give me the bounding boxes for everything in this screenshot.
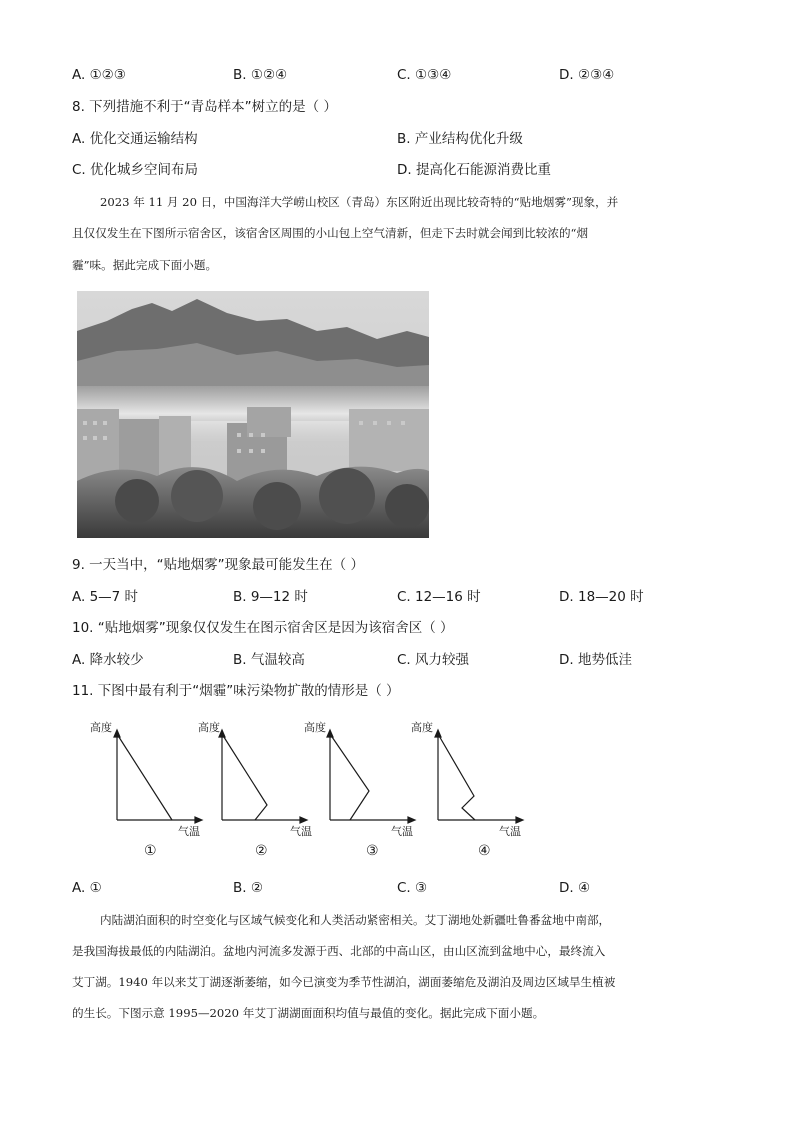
diagram-3-ylabel: 高度 — [304, 721, 326, 734]
diagram-1-xlabel: 气温 — [178, 825, 200, 838]
q9-option-c: C. 12—16 时 — [397, 589, 481, 605]
q10-option-c: C. 风力较强 — [397, 652, 470, 668]
q9-stem: 9. 一天当中，“贴地烟雾”现象最可能发生在（ ） — [72, 557, 364, 573]
q11-option-d: D. ④ — [559, 880, 591, 896]
q8-option-d: D. 提高化石能源消费比重 — [397, 162, 551, 178]
q9-option-d: D. 18—20 时 — [559, 589, 644, 605]
q7-option-b: B. ①②④ — [233, 67, 288, 83]
passage1-line-3: 霾”味。据此完成下面小题。 — [72, 258, 218, 272]
q8-option-a: A. 优化交通运输结构 — [72, 131, 198, 147]
q9-option-b: B. 9—12 时 — [233, 589, 308, 605]
q7-option-c: C. ①③④ — [397, 67, 452, 83]
diagram-2-number: ② — [255, 843, 268, 859]
q11-stem: 11. 下图中最有利于“烟霾”味污染物扩散的情形是（ ） — [72, 683, 400, 699]
q10-option-d: D. 地势低洼 — [559, 652, 632, 668]
q8-option-b: B. 产业结构优化升级 — [397, 131, 523, 147]
passage1-line-2: 且仅仅发生在下图所示宿舍区，该宿舍区周围的小山包上空气清新，但走下去时就会闻到比较浓的“烟 — [72, 226, 589, 240]
diagram-3 — [327, 730, 415, 823]
diagram-4-xlabel: 气温 — [499, 825, 521, 838]
q10-option-a: A. 降水较少 — [72, 652, 144, 668]
q11-option-b: B. ② — [233, 880, 263, 896]
diagram-2-ylabel: 高度 — [198, 721, 220, 734]
q11-option-a: A. ① — [72, 880, 102, 896]
diagram-1-number: ① — [144, 843, 157, 859]
passage2-line-2: 是我国海拔最低的内陆湖泊。盆地内河流多发源于西、北部的中高山区，由山区流到盆地中心，最终流入 — [72, 944, 606, 958]
q10-stem: 10. “贴地烟雾”现象仅仅发生在图示宿舍区是因为该宿舍区（ ） — [72, 620, 454, 636]
q7-option-d: D. ②③④ — [559, 67, 615, 83]
diagram-3-number: ③ — [366, 843, 379, 859]
q7-option-a: A. ①②③ — [72, 67, 126, 83]
diagram-3-xlabel: 气温 — [391, 825, 413, 838]
q11-option-c: C. ③ — [397, 880, 428, 896]
diagram-4 — [435, 730, 523, 823]
q9-option-a: A. 5—7 时 — [72, 589, 139, 605]
q8-option-c: C. 优化城乡空间布局 — [72, 162, 199, 178]
diagram-1 — [114, 730, 202, 823]
diagram-4-ylabel: 高度 — [411, 721, 433, 734]
diagram-4-number: ④ — [478, 843, 491, 859]
passage1-line-1: 2023 年 11 月 20 日，中国海洋大学崂山校区（青岛）东区附近出现比较奇特的“贴地烟雾”现象，并 — [100, 195, 619, 209]
q10-option-b: B. 气温较高 — [233, 652, 305, 668]
passage2-line-1: 内陆湖泊面积的时空变化与区域气候变化和人类活动紧密相关。艾丁湖地处新疆吐鲁番盆地中南部， — [100, 913, 611, 927]
passage2-line-3: 艾丁湖。1940 年以来艾丁湖逐渐萎缩，如今已演变为季节性湖泊，湖面萎缩危及湖泊及周边区域旱生植被 — [72, 975, 616, 989]
diagram-2 — [219, 730, 307, 823]
diagram-1-ylabel: 高度 — [90, 721, 112, 734]
diagram-2-xlabel: 气温 — [290, 825, 312, 838]
passage2-line-4: 的生长。下图示意 1995—2020 年艾丁湖湖面面积均值与最值的变化。据此完成下面小题。 — [72, 1006, 545, 1020]
q8-stem: 8. 下列措施不利于“青岛样本”树立的是（ ） — [72, 99, 337, 115]
